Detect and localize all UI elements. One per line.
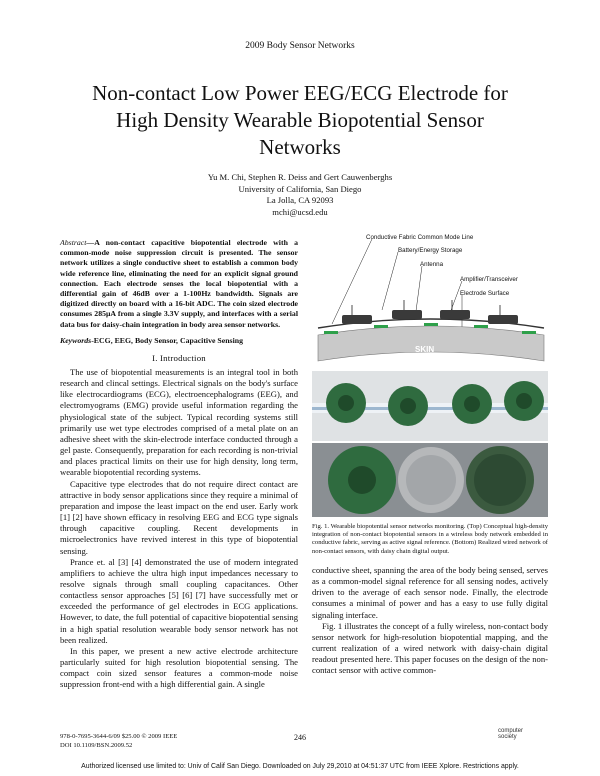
photo-sensor-network: [312, 371, 548, 441]
abstract-text: —A non-contact capacitive biopotential electrode with a common-mode noise suppression circuit is presented. The sensor network utilizes a single conductive sheet to establish a common body wide reference line, eliminating the need for an explicit signal ground connection. Each electrode senses the local biopotential with a differential gain of 46dB over a 1-100Hz bandwidth. Signals are digitized directly on board with a 16-bit ADC. The coin sized electrode consumes 285μA from a single 3.3V supply, and interfaces with a serial data bus for daisy-chain integration in body area sensor networks.: [60, 238, 298, 329]
doi[interactable]: DOI 10.1109/BSN.2009.52: [60, 741, 133, 749]
page-number: 246: [294, 733, 306, 742]
author-names: Yu M. Chi, Stephen R. Deiss and Gert Cauwenberghs: [207, 172, 393, 182]
left-column-body: [60, 367, 298, 691]
section-heading-introduction: I. Introduction: [152, 353, 206, 363]
label-common-mode-line: Conductive Fabric Common Mode Line: [366, 234, 474, 241]
paragraph: Prance et. al [3] [4] demonstrated the use of modern integrated amplifiers to achieve the ultra high input impedances necessary to resolve signals through small coupling capacitances. Other contactless sensor approaches [5] [6] [7] have successfully met or exceeded the performance of gel electrodes in ECG applications. However, to date, the full potential of capacitive biopotential sensing in a high spatial resolution wearable body sensor network has not been realized.: [60, 556, 298, 645]
keywords-label: Keywords: [60, 336, 92, 345]
isbn: 978-0-7695-3644-6/09 $25.00 © 2009 IEEE: [60, 733, 178, 740]
figure-1-caption: Fig. 1. Wearable biopotential sensor networks monitoring. (Top) Conceptual high-density integration of non-contact biopotential sensors in a wireless body network embedded in conductive fabric, serving as active signal reference. (Bottom) Realized wired network of non-contact sensors, with daisy chain digital output.: [312, 523, 548, 555]
skin-label: SKIN: [415, 345, 435, 354]
figure-1-illustration: [312, 231, 548, 523]
keywords: [60, 336, 298, 345]
abstract: [60, 238, 298, 330]
label-amplifier: Amplifier/Transceiver: [460, 276, 518, 283]
paragraph: The use of biopotential measurements is an integral tool in both research and clincal settings. Electrical signals on the body's surface like electrocardiograms (ECG), electroencephalograms (EEG), and electromyograms (EMG) provide useful information regarding the physiological state of the subject. Typical recording systems still primarily use wet type electrodes comprised of a metal plate on an adhesive sheet with the skin-electrode interface conducted through a gel paste. Consequently, preparation for each recording is non-trivial and places practical limits on their use for high density, long term, wearable biopotential recording systems.: [60, 367, 298, 478]
paragraph: conductive sheet, spanning the area of the body being sensed, serves as a common-model signal reference for all sensing nodes, actively driven to the average of each sensor node. Finally, the electrode consumes a minimal of power and has a easy to use fully digital signaling interface.: [312, 565, 548, 620]
email[interactable]: mchi@ucsd.edu: [272, 206, 328, 217]
abstract-label: Abstract: [60, 238, 87, 247]
label-antenna: Antenna: [420, 261, 444, 268]
sensor-node: [342, 310, 518, 324]
affiliation: University of California, San Diego: [238, 183, 362, 194]
conference-header: 2009 Body Sensor Networks: [245, 41, 355, 51]
label-battery: Battery/Energy Storage: [398, 247, 463, 254]
figure-1: [312, 231, 548, 523]
paragraph: In this paper, we present a new active electrode architecture particularly suited for high resolution biopotential sensing. The compact coin sized sensor features a common-mode noise suppression front-end with a high differential gain. A single: [60, 645, 298, 690]
photo-coin-comparison: [312, 443, 548, 517]
paragraph: Fig. 1 illustrates the concept of a fully wireless, non-contact body sensor network for high-resolution biopotential mapping, and the current realization of a wired network with daisy-chain digital readout presented here. This paper focuses on the design of the non-contact sensor with active common-: [312, 620, 548, 676]
right-column-body: [312, 565, 548, 677]
computer-society-logo: computer society: [498, 728, 524, 741]
label-electrode-surface: Electrode Surface: [460, 290, 510, 297]
city: La Jolla, CA 92093: [266, 195, 334, 206]
author-block: [150, 172, 450, 218]
paragraph: Capacitive type electrodes that do not require direct contact are attractive in body sensor applications since they require a minimal of preparation and impose the least impact on the end user. Early work [1] [2] have shown efficacy in resolving EEG and ECG type signals through capacitive coupling. Recent developments in microelectronics have revived interest in this type of biopotential sensing.: [60, 478, 298, 556]
skin-band: [318, 326, 544, 361]
concept-diagram: [318, 234, 544, 361]
keywords-text: -ECG, EEG, Body Sensor, Capacitive Sensing: [91, 336, 243, 345]
paper-title: Non-contact Low Power EEG/ECG Electrode for High Density Wearable Biopotential Sensor Networks: [92, 81, 508, 159]
license-notice: Authorized licensed use limited to: Univ of Calif San Diego. Downloaded on July 29,2010 at 04:51:37 UTC from IEEE Xplore. Restrictions apply.: [81, 763, 519, 770]
